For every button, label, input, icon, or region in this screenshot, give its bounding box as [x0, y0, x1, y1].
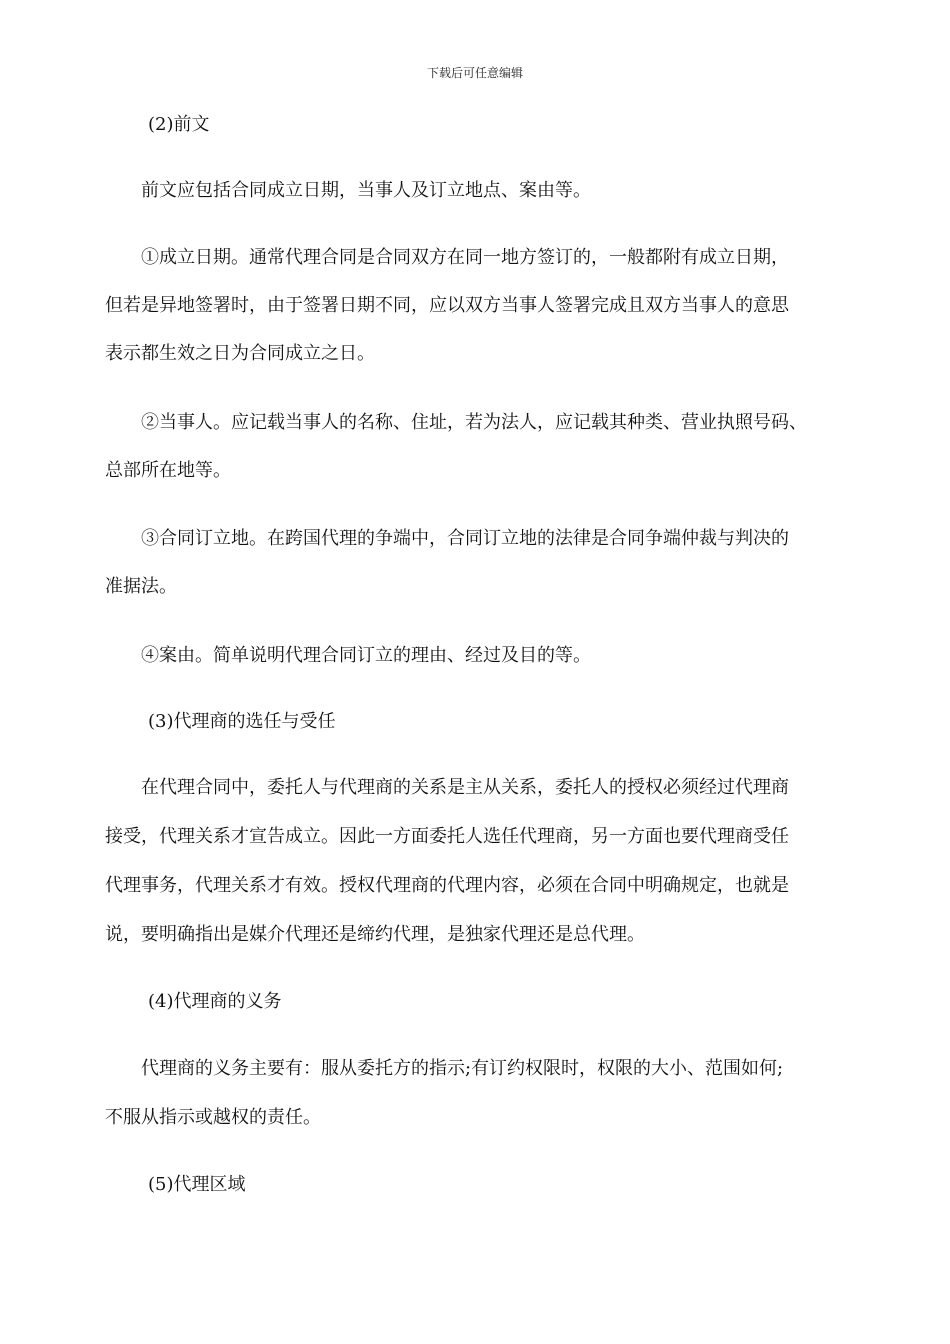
- paragraph-line: ①成立日期。通常代理合同是合同双方在同一地方签订的，一般都附有成立日期，: [141, 247, 789, 268]
- section-heading-agent-obligations: (4)代理商的义务: [148, 991, 282, 1012]
- paragraph-line: ④案由。简单说明代理合同订立的理由、经过及目的等。: [141, 645, 591, 666]
- paragraph-line: 代理事务，代理关系才有效。授权代理商的代理内容，必须在合同中明确规定，也就是: [105, 875, 789, 896]
- paragraph-line: 前文应包括合同成立日期，当事人及订立地点、案由等。: [141, 180, 591, 201]
- paragraph-line: 接受，代理关系才宣告成立。因此一方面委托人选任代理商，另一方面也要代理商受任: [105, 826, 789, 847]
- section-heading-preamble: (2)前文: [148, 114, 210, 135]
- paragraph-line: ②当事人。应记载当事人的名称、住址，若为法人，应记载其种类、营业执照号码、: [141, 412, 807, 433]
- paragraph-line: 代理商的义务主要有：服从委托方的指示;有订约权限时，权限的大小、范围如何;: [141, 1058, 784, 1079]
- paragraph-line: 不服从指示或越权的责任。: [105, 1107, 321, 1128]
- paragraph-line: 但若是异地签署时，由于签署日期不同，应以双方当事人签署完成且双方当事人的意思: [105, 295, 789, 316]
- section-heading-agency-territory: (5)代理区域: [148, 1174, 246, 1195]
- paragraph-line: 说，要明确指出是媒介代理还是缔约代理，是独家代理还是总代理。: [105, 924, 645, 945]
- section-heading-agent-appointment: (3)代理商的选任与受任: [148, 711, 336, 732]
- paragraph-line: 在代理合同中，委托人与代理商的关系是主从关系，委托人的授权必须经过代理商: [141, 777, 789, 798]
- paragraph-line: ③合同订立地。在跨国代理的争端中，合同订立地的法律是合同争端仲裁与判决的: [141, 528, 789, 549]
- paragraph-line: 总部所在地等。: [105, 460, 231, 481]
- page-header: 下载后可任意编辑: [426, 66, 523, 80]
- paragraph-line: 表示都生效之日为合同成立之日。: [105, 343, 375, 364]
- paragraph-line: 准据法。: [105, 576, 177, 597]
